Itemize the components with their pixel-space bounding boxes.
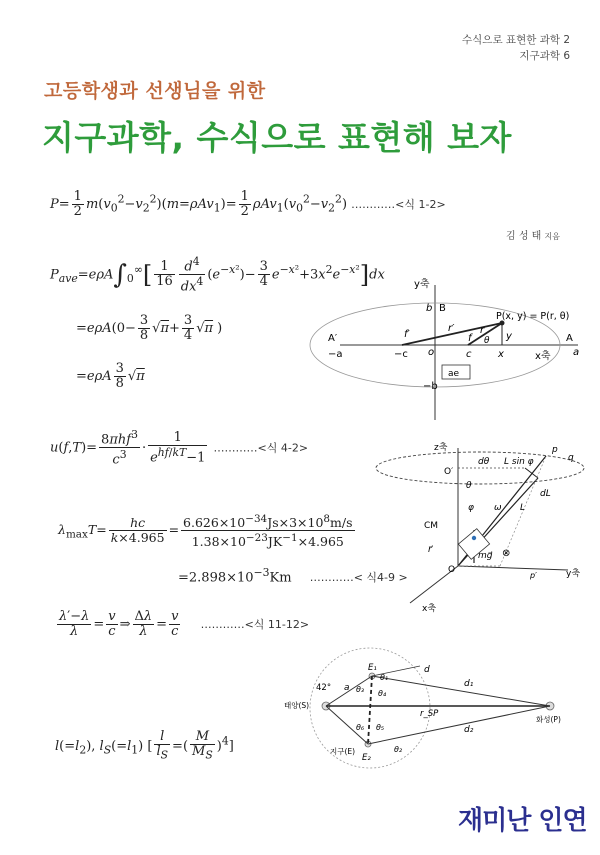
label-theta3: θ₃	[356, 685, 365, 694]
label-a: a	[344, 683, 350, 693]
book-subtitle: 고등학생과 선생님을 위한	[44, 80, 266, 102]
label-y: y	[506, 331, 512, 342]
point-label: P(x, y) = P(r, θ)	[496, 311, 570, 322]
label-theta4: θ₄	[378, 689, 387, 698]
label-f: f	[468, 333, 472, 344]
label-neg-b: −b	[423, 381, 438, 392]
label-q: q	[568, 453, 574, 463]
dl-segment	[525, 468, 538, 478]
label-A-prime: A′	[328, 333, 338, 344]
label-phi: φ	[468, 503, 474, 513]
label-L: L	[520, 503, 526, 513]
label-d1: d₁	[464, 679, 474, 689]
label-O: O	[448, 565, 456, 575]
earth-label: 지구(E)	[330, 747, 356, 756]
label-theta6: θ₆	[356, 723, 365, 732]
label-b: b	[426, 303, 433, 314]
label-theta5: θ₅	[376, 723, 385, 732]
label-ae: ae	[448, 369, 460, 379]
label-d: d	[424, 665, 430, 675]
equation-3: u(f,T)= $\frac{8\pi hf^3}{c^3}$ · $\frac{1}{e^{hf/kT}-1}$ …………<식 4-2>	[50, 428, 309, 468]
label-dtheta: dθ	[478, 457, 490, 467]
label-p-prime: p′	[530, 571, 537, 580]
book-title: 지구과학, 수식으로 표현해 보자	[42, 118, 512, 157]
label-c: c	[466, 349, 472, 360]
label-mg: mg⃗	[478, 551, 493, 561]
label-omega: ω	[494, 503, 502, 513]
equation-2c: =eρA $\frac{3}{8}$ √π	[76, 361, 145, 391]
author-name: 김 성 태	[506, 231, 542, 242]
x-axis-label: x축	[422, 604, 437, 614]
author-role: 지음	[544, 232, 560, 241]
z-axis-label: z축	[434, 443, 448, 453]
equation-4b: $=2.898\times 10^{-3}Km$ …………< 식4-9 >	[178, 566, 408, 586]
series-info	[462, 32, 570, 64]
equation-5: $\frac{\lambda'-\lambda}{\lambda}$ = $\frac{v}{c}$ ⇒ $\frac{\Delta\lambda}{\lambda}$ = $\frac{v}{c}$ …………<식 11-12>	[59, 609, 310, 639]
y-axis-line	[458, 566, 568, 570]
equation-2b: =eρA(0− $\frac{3}{8}$ √π+ $\frac{3}{4}$ √π )	[76, 313, 223, 343]
sun-earth-mars-diagram	[260, 646, 580, 768]
label-O-prime: O′	[444, 467, 454, 477]
equation-1-number: …………<식 1-2>	[351, 198, 446, 211]
y-axis-label: y축	[566, 569, 581, 579]
label-E1: E₁	[368, 663, 377, 673]
label-f-prime: f′	[404, 329, 410, 340]
label-42deg: 42°	[316, 683, 332, 693]
label-theta: θ	[466, 481, 472, 491]
equation-4-number: …………< 식4-9 >	[309, 571, 408, 585]
equation-6: $l(=l_2)$, $l_S(=l_1)$ [ $\frac{l}{l_S}$ =( $\frac{M}{M_S}$ )$^4$]	[55, 729, 234, 762]
label-rSP: r_SP	[420, 709, 439, 719]
label-theta2: θ₂	[394, 745, 403, 754]
label-dL: dL	[540, 489, 551, 499]
label-neg-a: −a	[328, 349, 343, 360]
label-p: p	[552, 445, 558, 455]
label-a: a	[573, 347, 580, 358]
label-r: r	[480, 325, 485, 336]
label-E2: E₂	[362, 753, 371, 763]
equation-3-number: …………<식 4-2>	[213, 441, 309, 455]
label-theta: θ	[484, 336, 490, 346]
e1-mars-line	[372, 676, 550, 706]
label-o: o	[428, 347, 435, 358]
equation-5-number: …………<식 11-12>	[200, 618, 310, 631]
e2-mars-line	[368, 706, 550, 744]
label-A: A	[566, 333, 573, 344]
mars-label: 화성(P)	[536, 715, 561, 724]
sun-label: 태양(S)	[284, 701, 310, 710]
label-B: B	[439, 303, 446, 314]
equation-2a: $P_{ave}=e\rho A\int_0^\infty$[ $\frac{1}{16}$ $\frac{d^4}{dx^4}$ $(e^{-x^2})-$ $\frac{3}{4}$ $e^{-x^2}+3x^2e^{-x^2}]dx$	[50, 255, 385, 295]
label-neg-c: −c	[394, 349, 408, 360]
label-x: x	[498, 349, 504, 360]
x-axis-label: x축	[535, 351, 551, 362]
ellipse-orbit-diagram	[330, 275, 590, 425]
label-theta1: θ₁	[380, 673, 389, 682]
label-r-prime: r′	[448, 323, 455, 334]
series-line-2: 지구과학 6	[519, 50, 570, 62]
y-axis-label: y축	[414, 279, 430, 290]
center-of-mass-dot	[472, 536, 476, 540]
label-otimes: ⊗	[502, 548, 511, 559]
label-r-vector: r⃗	[428, 545, 432, 555]
author	[506, 227, 560, 242]
label-lsinphi: L sin φ	[504, 457, 534, 467]
label-CM: CM	[424, 521, 439, 531]
series-line-1: 수식으로 표현한 과학 2	[462, 34, 570, 46]
equation-4a: $\lambda_{max}T=$ $\frac{hc}{k\times 4.965}$ = $\frac{6.626\times 10^{-34}Js\times 3\times 10^8m/s}{1.38\times 10^{-23}JK^{-1}\times 4.965}$	[58, 513, 353, 550]
publisher-logo	[458, 800, 587, 837]
e1-e2-line	[368, 676, 372, 744]
equation-1: P= $\frac{1}{2}$ $m(v_0^2-v_2^2)(m=\rho Av_1)=$ $\frac{1}{2}$ $\rho Av_1(v_0^2-v_2^2)$ …………<식 1-2>	[50, 189, 446, 219]
label-d2: d₂	[464, 725, 474, 735]
publisher-name: 재미난 인연	[458, 806, 587, 836]
precession-diagram	[370, 438, 590, 616]
